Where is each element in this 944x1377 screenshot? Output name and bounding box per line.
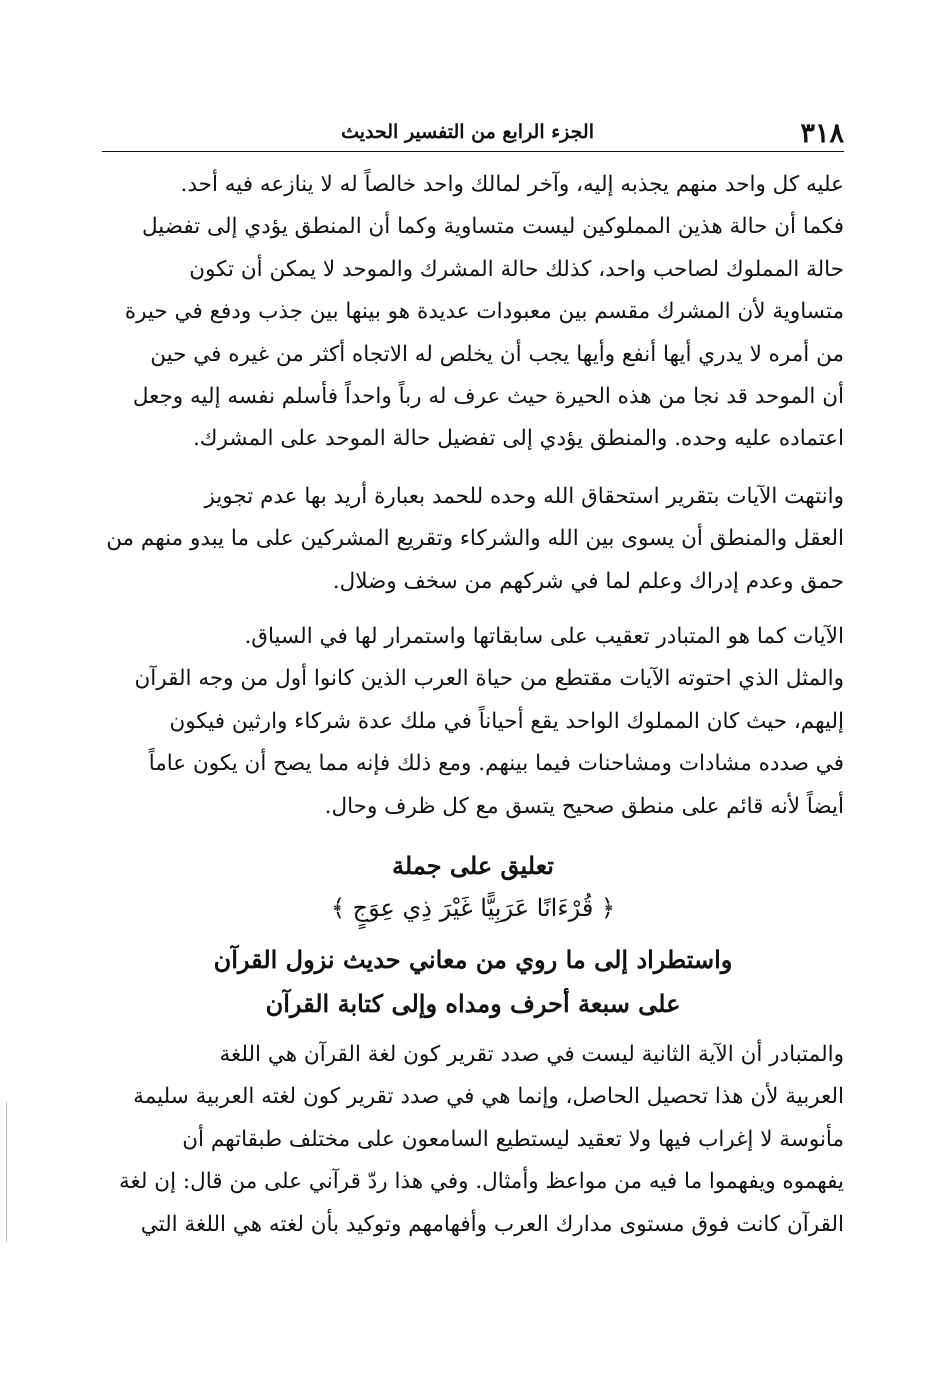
text-line: اعتماده عليه وحده. والمنطق يؤدي إلى تفضيل حالة الموحد على المشرك. xyxy=(192,426,844,452)
text-line: في صدده مشادات ومشاحنات فيما بينهم. ومع ذلك فإنه مما يصح أن يكون عاماً xyxy=(148,751,844,777)
text-line: والمثل الذي احتوته الآيات مقتطع من حياة العرب الذين كانوا أول من وجه القرآن xyxy=(134,666,844,692)
text-line: عليه كل واحد منهم يجذبه إليه، وآخر لمالك واحد خالصاً له لا ينازعه فيه أحد. xyxy=(180,172,844,197)
text-line: أيضاً لأنه قائم على منطق صحيح يتسق مع كل ظرف وحال. xyxy=(324,793,844,819)
text-line: إليهم، حيث كان المملوك الواحد يقع أحياناً في ملك عدة شركاء وارثين فيكون xyxy=(169,708,844,734)
text-line: العربية لأن هذا تحصيل الحاصل، وإنما هي في صدد تقرير كون لغته العربية سليمة xyxy=(133,1084,844,1110)
text-line: متساوية لأن المشرك مقسم بين معبودات عديدة هو بينها بين جذب ودفع في حيرة xyxy=(124,299,844,325)
text-line: والمتبادر أن الآية الثانية ليست في صدد تقرير كون لغة القرآن هي اللغة xyxy=(219,1042,844,1067)
text-line: القرآن كانت فوق مستوى مدارك العرب وأفهامهم وتوكيد بأن لغته هي اللغة التي xyxy=(140,1211,844,1237)
scan-margin-line xyxy=(6,1102,7,1242)
text-line: يفهموه ويفهموا ما فيه من مواعظ وأمثال. وفي هذا ردّ قرآني على من قال: إن لغة xyxy=(119,1169,844,1195)
paragraph-3 xyxy=(102,616,844,828)
text-line: مأنوسة لا إغراب فيها ولا تعقيد ليستطيع السامعون على مختلف طبقاتهم أن xyxy=(182,1126,844,1152)
header-divider xyxy=(102,151,844,152)
section-subtitle-line-1: واستطراد إلى ما روي من معاني حديث نزول القرآن xyxy=(213,945,733,974)
paragraph-2 xyxy=(102,476,844,603)
quran-verse: ﴿ قُرْءَانًا عَرَبِيًّا غَيْرَ ذِي عِوَجٍ ﴾ xyxy=(330,894,616,922)
text-line: وانتهت الآيات بتقرير استحقاق الله وحده للحمد بعبارة أريد بها عدم تجويز xyxy=(204,484,844,509)
text-line: الآيات كما هو المتبادر تعقيب على سابقاتها واستمرار لها في السياق. xyxy=(244,624,844,649)
page-number: ٣١٨ xyxy=(800,118,844,149)
text-line: العقل والمنطق أن يسوى بين الله والشركاء وتقريع المشركين على ما يبدو منهم من xyxy=(106,526,844,552)
paragraph-1 xyxy=(102,164,844,461)
section-subtitle-line-2: على سبعة أحرف ومداه وإلى كتابة القرآن xyxy=(265,989,681,1018)
text-line: أن الموحد قد نجا من هذه الحيرة حيث عرف له رباً واحداً فأسلم نفسه إليه وجعل xyxy=(132,383,844,409)
section-title: تعليق على جملة xyxy=(392,851,554,880)
text-line: حمق وعدم إدراك وعلم لما في شركهم من سخف وضلال. xyxy=(332,568,844,594)
page-header xyxy=(102,112,844,152)
text-line: فكما أن حالة هذين المملوكين ليست متساوية وكما أن المنطق يؤدي إلى تفضيل xyxy=(141,214,844,240)
text-line: من أمره لا يدري أيها أنفع وأيها يجب أن يخلص له الاتجاه أكثر من غيره في حين xyxy=(150,341,844,367)
paragraph-4 xyxy=(102,1034,844,1246)
text-line: حالة المملوك لصاحب واحد، كذلك حالة المشرك والموحد لا يمكن أن تكون xyxy=(189,256,844,282)
running-title: الجزء الرابع من التفسير الحديث xyxy=(341,121,594,143)
